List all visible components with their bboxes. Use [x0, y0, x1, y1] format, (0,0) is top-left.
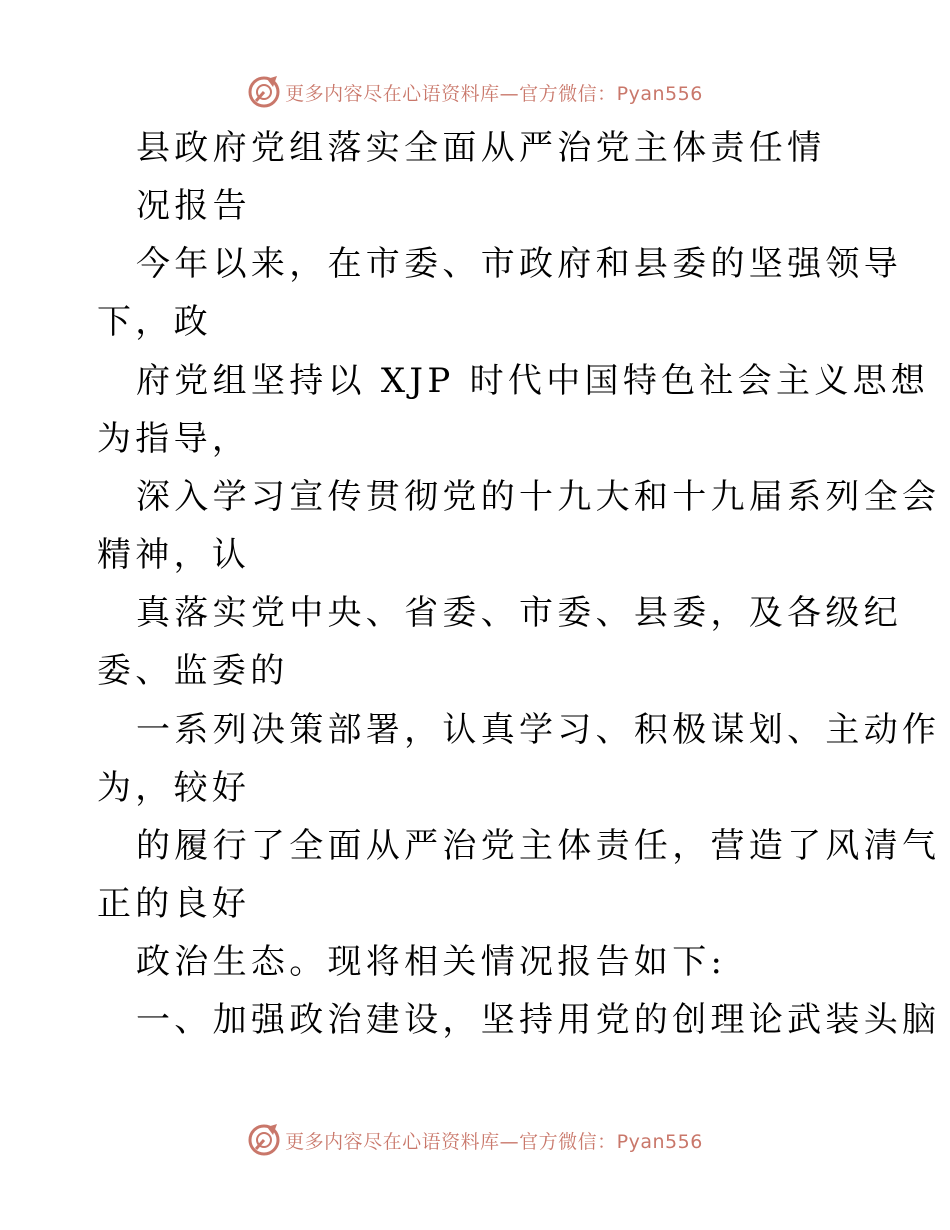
title-line-2: 况报告 [136, 186, 251, 226]
watermark-text: 更多内容尽在心语资料库—官方微信：Pyan556 [285, 82, 703, 105]
text-line: 精神，认 [97, 535, 251, 575]
text-line: 府党组坚持以 XJP 时代中国特色社会主义思想 [136, 361, 930, 401]
text-line: 委、监委的 [97, 651, 289, 691]
watermark-header [0, 72, 950, 112]
text-line: 真落实党中央、省委、市委、县委，及各级纪 [136, 593, 902, 633]
pen-logo-icon [247, 75, 281, 109]
text-line: 今年以来，在市委、市政府和县委的坚强领导 [136, 244, 902, 284]
text-line: 深入学习宣传贯彻党的十九大和十九届系列全会 [136, 477, 941, 517]
section-heading-1: 一、加强政治建设，坚持用党的创理论武装头脑 [136, 1000, 941, 1040]
text-line: 为指导， [97, 419, 251, 459]
text-line: 的履行了全面从严治党主体责任，营造了风清气 [136, 826, 941, 866]
title-line-1: 县政府党组落实全面从严治党主体责任情 [136, 128, 826, 168]
pen-logo-icon [247, 1123, 281, 1157]
text-line: 下，政 [97, 302, 212, 342]
text-line: 一系列决策部署，认真学习、积极谋划、主动作 [136, 710, 941, 750]
text-line: 为，较好 [97, 768, 251, 808]
watermark-text: 更多内容尽在心语资料库—官方微信：Pyan556 [285, 1130, 703, 1153]
text-line: 政治生态。现将相关情况报告如下: [136, 942, 727, 982]
text-line: 正的良好 [97, 884, 251, 924]
watermark-footer [0, 1120, 950, 1160]
